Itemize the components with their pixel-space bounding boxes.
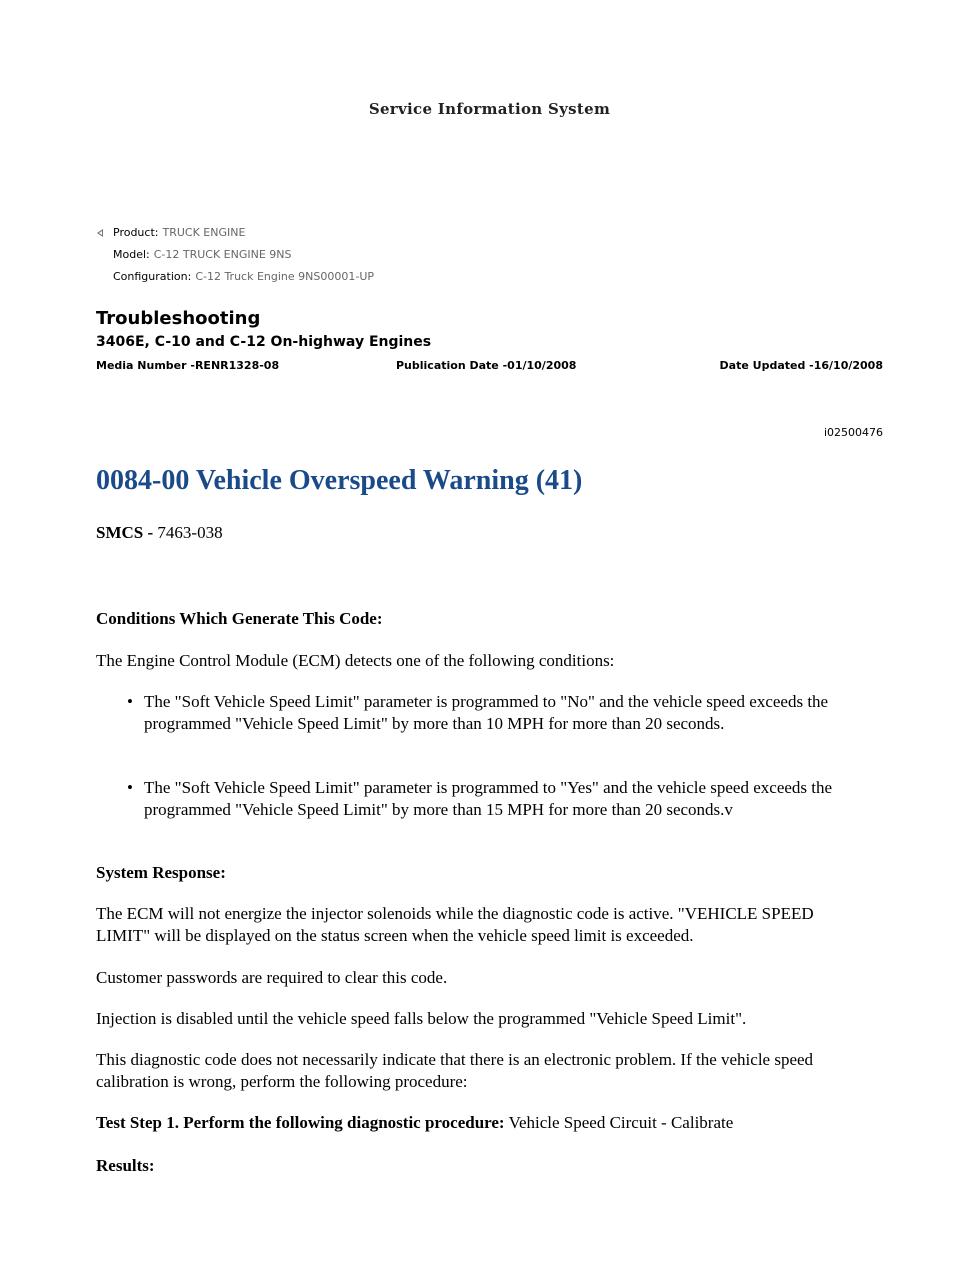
media-number: Media Number -RENR1328-08 [96, 359, 280, 372]
system-title: Service Information System [368, 100, 611, 118]
smcs-value: 7463-038 [157, 523, 223, 542]
model-row [96, 244, 374, 266]
article-title: 0084-00 Vehicle Overspeed Warning (41) [96, 465, 583, 496]
conditions-intro: The Engine Control Module (ECM) detects one of the following conditions: [96, 651, 615, 670]
document-id: i02500476 [823, 426, 883, 439]
date-updated: Date Updated -16/10/2008 [719, 359, 883, 372]
response-paragraph: This diagnostic code does not necessarily indicate that there is an electronic problem. If the vehicle speed calibration is wrong, perform the following procedure: [96, 1050, 814, 1091]
product-value: TRUCK ENGINE [162, 226, 246, 239]
smcs-code [96, 523, 223, 543]
response-paragraph: Injection is disabled until the vehicle speed falls below the programmed "Vehicle Speed Limit". [96, 1009, 747, 1028]
test-step-link[interactable]: Vehicle Speed Circuit - Calibrate [508, 1113, 734, 1132]
product-meta [96, 222, 374, 288]
system-response-heading: System Response: [96, 863, 226, 882]
configuration-row [96, 266, 374, 288]
model-value: C-12 TRUCK ENGINE 9NS [153, 248, 292, 261]
response-paragraph: The ECM will not energize the injector solenoids while the diagnostic code is active. "VEHICLE SPEED LIMIT" will be displayed on the status screen when the vehicle speed limit is exceeded. [96, 904, 814, 945]
back-arrow-icon[interactable] [97, 229, 103, 237]
smcs-label: SMCS - [96, 523, 154, 542]
document-subtitle: 3406E, C-10 and C-12 On-highway Engines [96, 334, 432, 350]
test-step-label: Test Step 1. Perform the following diagnostic procedure: [96, 1113, 505, 1132]
configuration-label: Configuration: [113, 270, 192, 283]
publication-date: Publication Date -01/10/2008 [396, 359, 577, 372]
response-paragraph: Customer passwords are required to clear this code. [96, 968, 448, 987]
conditions-heading: Conditions Which Generate This Code: [96, 609, 383, 628]
product-row [96, 222, 374, 244]
condition-bullet: • The "Soft Vehicle Speed Limit" parameter is programmed to "No" and the vehicle speed exceeds the programmed "Vehicle Speed Limit" by more than 10 MPH for more than 20 seconds. [144, 691, 844, 735]
test-step-1 [96, 1112, 866, 1134]
document-title: Troubleshooting [96, 308, 261, 329]
condition-bullet: • The "Soft Vehicle Speed Limit" parameter is programmed to "Yes" and the vehicle speed exceeds the programmed "Vehicle Speed Limit" by more than 15 MPH for more than 20 seconds.v [144, 777, 844, 821]
model-label: Model: [113, 248, 150, 261]
configuration-value: C-12 Truck Engine 9NS00001-UP [195, 270, 375, 283]
product-label: Product: [113, 226, 159, 239]
results-heading: Results: [96, 1156, 155, 1175]
